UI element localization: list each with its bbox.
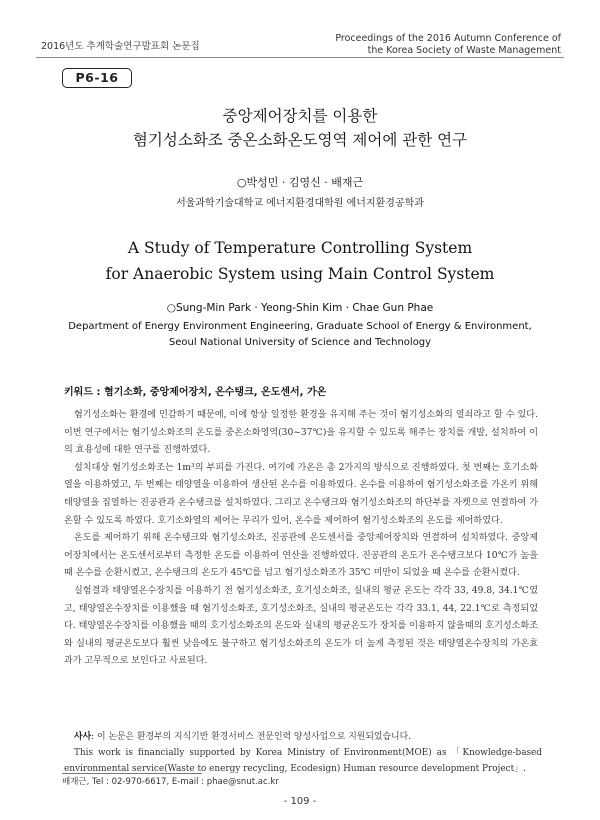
- acknowledgement-korean: [64, 729, 542, 745]
- korean-title-line1: 중앙제어장치를 이용한: [222, 107, 378, 125]
- english-affiliation-line1: Department of Energy Environment Engineering, Graduate School of Energy & Environment,: [68, 321, 532, 332]
- abstract-paragraph-2: 설치대상 혐기성소화조는 1m³의 부피를 가진다. 여기에 가온은 총 2가지의 방식으로 진행하였다. 첫 번째는 호기소화열을 이용하였고, 두 번째는 태양열을 이용하여 생산된 온수를 이용하였다. 온수를 이용하여 혐기성소화조를 가온키 위해 태양열을 집열하는 진공관과 온수탱크를 설치하였다. 그리고 온수탱크와 혐기성소화조의 하단부를 자켓으로 연결하여 가온할 수 있도록 하였다. 호기소화열의 제어는 무리가 있어, 온수를 제어하여 혐기성소화조의 온도를 제어하였다.: [64, 462, 538, 526]
- footnote-divider: [62, 773, 202, 774]
- acknowledgement: [64, 729, 542, 777]
- header-english-line2: the Korea Society of Waste Management: [367, 45, 561, 56]
- english-title: [0, 235, 600, 287]
- abstract-paragraph-4: 실험결과 태양열온수장치를 이용하기 전 혐기성소화조, 호기성소화조, 실내의 평균 온도는 각각 33, 49.8, 34.1℃였고, 태양열온수장치를 이용했을 때 혐기성소화조, 호기성소화조, 실내의 평균온도는 각각 33.1, 44, 22.1℃로 측정되었다. 태양열온수장치를 이용했을 때의 호기성소화조의 온도와 실내의 평균온도가 장치를 이용하지 않을때의 호기성소화조와 실내의 평균온도보다 훨씬 낮음에도 불구하고 혐기성소화조의 온도가 더 높게 측정된 것은 태양열온수장치의 가온효과가 고무적으로 보인다고 사료된다.: [64, 585, 538, 667]
- english-title-line2: for Anaerobic System using Main Control System: [105, 265, 495, 283]
- korean-title-line2: 혐기성소화조 중온소화온도영역 제어에 관한 연구: [132, 131, 468, 149]
- header-english-line1: Proceedings of the 2016 Autumn Conference of: [335, 33, 561, 44]
- abstract-paragraph-1: 혐기성소화는 환경에 민감하기 때문에, 이에 항상 일정한 환경을 유지해 주는 것이 혐기성소화의 열쇠라고 할 수 있다. 이번 연구에서는 혐기성소화조의 온도를 중온소화영역(30~37℃)을 유지할 수 있도록 해주는 장치를 개발, 설치하여 이의 효용성에 대한 연구를 진행하였다.: [64, 410, 538, 456]
- page-number: - 109 -: [283, 796, 317, 807]
- acknowledgement-label: 사사: [74, 732, 92, 742]
- acknowledgement-english: This work is financially supported by Korea Ministry of Environment(MOE) as 「Knowledge-based environmental service(Waste to energy recycling, Ecodesign) Human resource development Project」.: [64, 748, 542, 774]
- header-conference-korean: 2016년도 추계학술연구발표회 논문집: [41, 41, 200, 52]
- english-authors: ○Sung-Min Park · Yeong-Shin Kim · Chae Gun Phae: [166, 302, 434, 314]
- header-conference-english: [335, 33, 561, 57]
- paper-code-badge: P6-16: [62, 68, 132, 88]
- abstract-paragraph-3: 온도를 제어하기 위해 온수탱크와 혐기성소화조, 진공관에 온도센서를 중앙제어장치와 연결하여 설치하였다. 중앙제어장치에서는 온도센서로부터 측정한 온도를 이용하여 연산을 진행하였다. 진공관의 온도가 온수탱크보다 10℃가 높을 때 온수를 순환시켰고, 온수탱크의 온도가 45℃를 넘고 혐기성소화조가 35℃ 미만이 되었을 때 온수를 순환시켰다.: [64, 533, 538, 579]
- keywords: 키워드 : 혐기소화, 중앙제어장치, 온수탱크, 온도센서, 가온: [64, 387, 327, 398]
- header-divider: [36, 57, 564, 58]
- english-title-line1: A Study of Temperature Controlling System: [127, 239, 473, 257]
- abstract-body: [64, 407, 538, 671]
- korean-affiliation: 서울과학기술대학교 에너지환경대학원 에너지환경공학과: [176, 198, 424, 209]
- english-affiliation: [0, 319, 600, 351]
- korean-title: [0, 104, 600, 152]
- english-affiliation-line2: Seoul National University of Science and Technology: [168, 337, 432, 348]
- corresponding-author-footnote: 배재근, Tel : 02-970-6617, E-mail : phae@snut.ac.kr: [62, 777, 279, 787]
- acknowledgement-korean-text: : 이 논문은 환경부의 지식기반 환경서비스 전문인력 양성사업으로 지원되었습니다.: [91, 732, 412, 742]
- korean-authors: ○박성민 · 김영신 · 배재근: [236, 176, 364, 189]
